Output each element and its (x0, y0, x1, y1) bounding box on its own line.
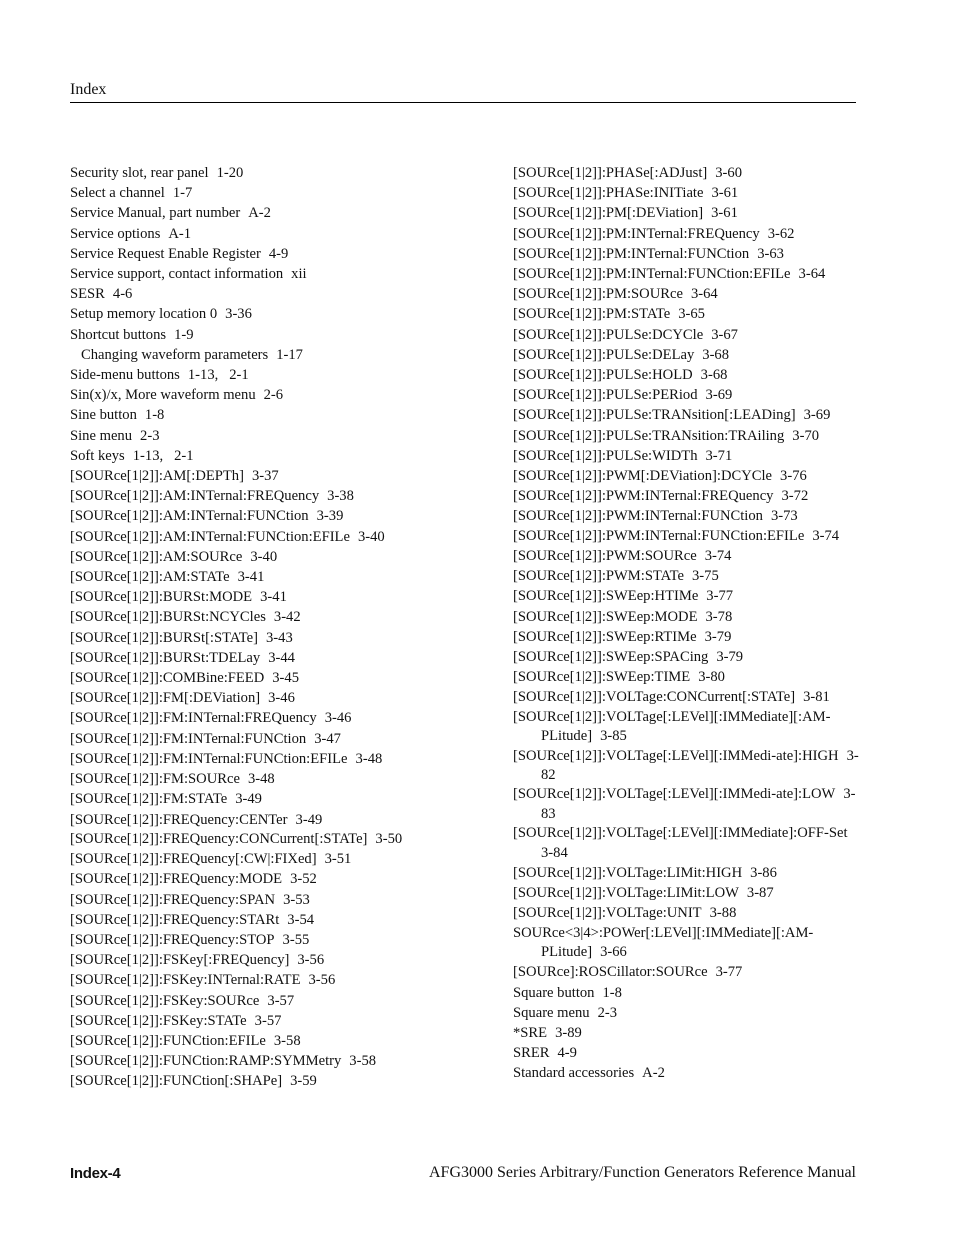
index-entry (513, 1043, 863, 1063)
index-page-ref[interactable]: 3-86 (750, 864, 777, 881)
index-entry (513, 924, 863, 963)
index-term: [SOURce[1|2]]:BURSt:NCYCles (70, 609, 266, 626)
index-page-ref[interactable]: 2-6 (263, 387, 284, 404)
index-entry (70, 749, 470, 769)
index-term: [SOURce[1|2]]:VOLTage:LIMit:HIGH (513, 864, 743, 881)
index-page-ref[interactable]: 3-49 (235, 791, 262, 808)
index-entry (70, 628, 470, 648)
index-term: [SOURce[1|2]]:FREQuency:CONCurrent[:STATe] (70, 830, 368, 847)
index-page-ref[interactable]: 3-42 (273, 609, 301, 626)
index-entry (70, 385, 470, 405)
index-term: Square button (513, 984, 595, 1001)
index-term: [SOURce[1|2]]:FREQuency:STARt (70, 911, 280, 928)
index-term: [SOURce[1|2]]:BURSt:TDELay (70, 649, 261, 666)
index-page-ref[interactable]: 3-82 (541, 747, 859, 783)
index-entry (70, 1051, 470, 1071)
index-entry (70, 930, 470, 950)
index-term: Sine menu (70, 427, 133, 444)
index-entry (513, 244, 863, 264)
footer-page-label: Index-4 (70, 1165, 121, 1182)
index-term: SRER (513, 1045, 550, 1062)
index-entry (70, 668, 470, 688)
index-term: [SOURce[1|2]]:PM[:DEViation] (513, 205, 704, 222)
index-term: [SOURce[1|2]]:PWM:INTernal:FREQuency (513, 488, 774, 505)
index-entry (70, 203, 470, 223)
index-term: [SOURce[1|2]]:FREQuency:STOP (70, 931, 275, 948)
index-page-ref[interactable]: 3-78 (705, 608, 733, 625)
index-entry (70, 1031, 470, 1051)
index-page-ref[interactable]: 3-72 (781, 488, 809, 505)
index-entry (70, 729, 470, 749)
index-page-ref[interactable]: 3-64 (690, 286, 718, 303)
index-entry (513, 426, 863, 446)
index-page-ref[interactable]: A-1 (168, 225, 192, 242)
index-entry (513, 224, 863, 244)
index-entry (70, 587, 470, 607)
index-entry (513, 1023, 863, 1043)
index-term: [SOURce[1|2]]:PM:INTernal:FUNCtion (513, 245, 750, 262)
index-page-ref[interactable]: 3-46 (324, 710, 352, 727)
index-term: [SOURce[1|2]]:FUNCtion:RAMP:SYMMetry (70, 1053, 342, 1070)
index-entry (70, 970, 470, 990)
index-entry (513, 325, 863, 345)
index-entry (70, 244, 470, 264)
index-term: [SOURce[1|2]]:FREQuency:SPAN (70, 891, 276, 908)
index-page-ref[interactable]: 3-68 (702, 346, 730, 363)
index-entry (513, 1003, 863, 1023)
index-term: [SOURce[1|2]]:FSKey:SOURce (70, 992, 260, 1009)
index-entry (513, 486, 863, 506)
index-entry (70, 810, 470, 830)
index-entry (70, 567, 470, 587)
index-term: [SOURce[1|2]]:PWM:INTernal:FUNCtion:EFILe (513, 527, 805, 544)
index-page-ref[interactable]: 3-49 (295, 811, 323, 828)
index-term: [SOURce[1|2]]:FM:INTernal:FUNCtion (70, 730, 307, 747)
index-page-ref[interactable]: 3-58 (349, 1053, 377, 1070)
index-term: [SOURce[1|2]]:PM:SOURce (513, 286, 683, 303)
index-term: [SOURce[1|2]]:FM[:DEViation] (70, 690, 261, 707)
index-page-ref[interactable]: 3-88 (709, 905, 737, 922)
footer-manual-title: AFG3000 Series Arbitrary/Function Generators Reference Manual (429, 1164, 856, 1181)
index-page-ref[interactable]: 1-7 (172, 185, 193, 202)
index-term: [SOURce[1|2]]:BURSt[:STATe] (70, 629, 258, 646)
index-entry (513, 687, 863, 707)
index-page-ref[interactable]: 3-74 (812, 527, 840, 544)
index-entry (513, 466, 863, 486)
index-entry (70, 527, 470, 547)
index-term: [SOURce[1|2]]:BURSt:MODE (70, 589, 253, 606)
index-entry (70, 789, 470, 809)
index-page-ref[interactable]: 3-58 (273, 1032, 301, 1049)
index-page-ref[interactable]: 3-76 (780, 468, 807, 485)
index-page-ref[interactable]: 1-9 (174, 326, 194, 343)
index-entry (513, 365, 863, 385)
index-page-ref[interactable]: 3-56 (297, 952, 325, 969)
index-term: [SOURce[1|2]]:COMBine:FEED (70, 670, 265, 687)
index-term: [SOURce[1|2]]:SWEep:HTIMe (513, 588, 699, 605)
index-term: [SOURce[1|2]]:FM:INTernal:FUNCtion:EFILe (70, 750, 348, 767)
index-entry (513, 647, 863, 667)
index-term: Square menu (513, 1004, 590, 1021)
index-entry (513, 983, 863, 1003)
index-page-ref[interactable]: 3-50 (375, 830, 403, 847)
index-entry (70, 446, 470, 466)
index-term: [SOURce[1|2]]:AM:INTernal:FUNCtion:EFILe (70, 528, 350, 545)
index-term: Side-menu buttons (70, 367, 180, 384)
index-page-ref[interactable]: 3-45 (272, 670, 300, 687)
index-term: [SOURce[1|2]]:AM:INTernal:FREQuency (70, 488, 320, 505)
index-term: [SOURce[1|2]]:FM:STATe (70, 791, 228, 808)
index-entry (513, 883, 863, 903)
index-entry (513, 566, 863, 586)
index-entry (70, 345, 470, 365)
index-page-ref[interactable]: xii (291, 266, 307, 283)
index-page-ref[interactable]: 2-3 (597, 1004, 618, 1021)
index-term: Soft keys (70, 447, 125, 464)
index-term: Sin(x)/x, More waveform menu (70, 387, 256, 404)
index-page-ref[interactable]: 3-40 (250, 548, 278, 565)
index-page-ref[interactable]: 3-39 (316, 508, 344, 525)
index-page-ref[interactable]: 3-40 (357, 528, 385, 545)
index-term: [SOURce[1|2]]:VOLTage:LIMit:LOW (513, 885, 739, 902)
index-page-ref[interactable]: 3-83 (541, 786, 856, 822)
index-page-ref[interactable]: 3-38 (327, 488, 354, 505)
index-page-ref[interactable]: 3-84 (541, 844, 568, 861)
index-term: [SOURce[1|2]]:PM:INTernal:FUNCtion:EFILe (513, 266, 791, 283)
index-entry (70, 365, 470, 385)
index-entry (513, 627, 863, 647)
index-term: [SOURce[1|2]]:SWEep:RTIMe (513, 628, 697, 645)
index-entry (70, 849, 470, 869)
index-page-ref[interactable]: 3-69 (705, 387, 733, 404)
index-entry (70, 183, 470, 203)
index-page-ref[interactable]: 3-46 (268, 690, 295, 707)
index-entry (513, 446, 863, 466)
index-term: SOURce<3|4>:POWer[:LEVel][:IMMediate][:AM-PLitude] (513, 924, 814, 960)
index-term: [SOURce[1|2]]:SWEep:MODE (513, 608, 698, 625)
index-entry (70, 830, 470, 849)
index-entry (70, 486, 470, 506)
index-term: [SOURce[1|2]]:VOLTage[:LEVel][:IMMediate]:OFF-Set (513, 825, 848, 842)
index-page-ref[interactable]: 3-47 (314, 730, 341, 747)
index-page-ref[interactable]: 3-66 (600, 943, 627, 960)
index-page-ref[interactable]: 3-55 (282, 931, 310, 948)
index-term: [SOURce[1|2]]:AM:STATe (70, 569, 230, 586)
index-page-ref[interactable]: 3-36 (225, 306, 252, 323)
index-term: [SOURce[1|2]]:AM:SOURce (70, 548, 243, 565)
index-term: [SOURce[1|2]]:PULSe:DCYCle (513, 326, 704, 343)
index-page-ref[interactable]: 3-81 (803, 689, 830, 706)
index-column-left (70, 163, 470, 1092)
index-page-ref[interactable]: 3-48 (247, 771, 275, 788)
index-page-ref[interactable]: 3-79 (704, 628, 732, 645)
index-term: [SOURce[1|2]]:FUNCtion[:SHAPe] (70, 1073, 283, 1090)
header-title: Index (70, 81, 107, 98)
index-term: [SOURce[1|2]]:FREQuency:MODE (70, 871, 283, 888)
index-term: [SOURce[1|2]]:FM:SOURce (70, 771, 240, 788)
index-entry (70, 708, 470, 728)
index-term: [SOURce[1|2]]:VOLTage:UNIT (513, 905, 702, 922)
index-page-ref[interactable]: 3-75 (691, 568, 719, 585)
index-term: Select a channel (70, 185, 165, 202)
index-term: [SOURce[1|2]]:FSKey[:FREQuency] (70, 952, 290, 969)
index-term: Standard accessories (513, 1065, 635, 1082)
index-term: [SOURce[1|2]]:FREQuency[:CW|:FIXed] (70, 851, 317, 868)
index-term: Service Request Enable Register (70, 245, 261, 262)
page-header (70, 80, 856, 103)
index-page-ref[interactable]: 3-67 (711, 326, 738, 343)
index-page-ref[interactable]: 3-59 (290, 1073, 317, 1090)
index-entry (513, 345, 863, 365)
index-page-ref[interactable]: 3-77 (706, 588, 734, 605)
index-entry (70, 648, 470, 668)
index-term: [SOURce[1|2]]:PULSe:HOLD (513, 367, 693, 384)
index-term: [SOURce[1|2]]:PULSe:PERiod (513, 387, 698, 404)
index-term: [SOURce]:ROSCillator:SOURce (513, 964, 708, 981)
index-page-ref[interactable]: 1-13, 2-1 (187, 367, 249, 384)
index-page-ref[interactable]: 1-13, 2-1 (132, 447, 194, 464)
index-term: *SRE (513, 1024, 548, 1041)
index-term: [SOURce[1|2]]:PM:INTernal:FREQuency (513, 225, 760, 242)
index-entry (513, 405, 863, 425)
index-page-ref[interactable]: 3-73 (770, 508, 798, 525)
index-term: [SOURce[1|2]]:PHASe[:ADJust] (513, 165, 708, 181)
index-page-ref[interactable]: 3-69 (803, 407, 831, 424)
index-page-ref[interactable]: 3-70 (792, 427, 820, 444)
index-page-ref[interactable]: 3-52 (290, 871, 317, 888)
index-term: [SOURce[1|2]]:PULSe:DELay (513, 346, 695, 363)
index-entry (70, 869, 470, 889)
index-entry (513, 607, 863, 627)
index-page-ref[interactable]: 4-6 (112, 286, 133, 303)
index-entry (513, 747, 863, 786)
index-term: [SOURce[1|2]]:PM:STATe (513, 306, 671, 323)
index-entry (70, 910, 470, 930)
index-term: [SOURce[1|2]]:FSKey:INTernal:RATE (70, 972, 301, 989)
index-page-ref[interactable]: 3-62 (767, 225, 795, 242)
index-term: [SOURce[1|2]]:AM:INTernal:FUNCtion (70, 508, 309, 525)
index-term: [SOURce[1|2]]:PWM[:DEViation]:DCYCle (513, 468, 773, 485)
index-page-ref[interactable]: 3-68 (700, 367, 728, 384)
index-page-ref[interactable]: A-2 (248, 205, 271, 222)
index-term: SESR (70, 286, 105, 303)
index-page-ref[interactable]: 3-53 (283, 891, 310, 908)
index-term: Service options (70, 225, 161, 242)
index-page-ref[interactable]: 3-89 (555, 1024, 582, 1041)
index-page-ref[interactable]: 3-57 (254, 1012, 282, 1029)
index-term: Changing waveform parameters (81, 346, 269, 363)
index-entry (70, 506, 470, 526)
index-page-ref[interactable]: 3-71 (705, 447, 733, 464)
index-page-ref[interactable]: 3-51 (324, 851, 352, 868)
index-page-ref[interactable]: 2-3 (140, 427, 160, 444)
index-column-right (513, 163, 863, 1084)
index-page-ref[interactable]: 3-77 (715, 964, 743, 981)
index-entry (70, 1011, 470, 1031)
index-entry (513, 903, 863, 923)
index-entry (513, 1063, 863, 1083)
index-page-ref[interactable]: 3-63 (757, 245, 784, 262)
index-page-ref[interactable]: 1-8 (602, 984, 622, 1001)
index-entry (70, 466, 470, 486)
index-term: [SOURce[1|2]]:PHASe:INITiate (513, 185, 704, 202)
index-term: [SOURce[1|2]]:PWM:STATe (513, 568, 684, 585)
index-entry (70, 325, 470, 345)
index-entry (513, 264, 863, 284)
index-term: [SOURce[1|2]]:PWM:INTernal:FUNCtion (513, 508, 763, 525)
index-term: [SOURce[1|2]]:FREQuency:CENTer (70, 811, 288, 828)
index-entry (513, 527, 863, 546)
index-entry (513, 708, 863, 747)
index-entry (513, 785, 863, 824)
index-term: [SOURce[1|2]]:PWM:SOURce (513, 548, 697, 565)
index-term: [SOURce[1|2]]:VOLTage[:LEVel][:IMMedi-ate]:HIGH (513, 747, 839, 764)
index-term: [SOURce[1|2]]:PULSe:TRANsition:TRAiling (513, 427, 785, 444)
index-term: Security slot, rear panel (70, 165, 209, 181)
index-page-ref[interactable]: 3-43 (266, 629, 293, 646)
index-page-ref[interactable]: 3-61 (711, 185, 739, 202)
index-entry (513, 284, 863, 304)
index-page-ref[interactable]: 3-79 (716, 649, 744, 666)
index-page-ref[interactable]: 3-60 (715, 165, 743, 181)
index-term: [SOURce[1|2]]:VOLTage[:LEVel][:IMMediate][:AM-PLitude] (513, 708, 831, 745)
index-term: [SOURce[1|2]]:FUNCtion:EFILe (70, 1032, 266, 1049)
index-entry (70, 284, 470, 304)
index-page-ref[interactable]: 1-8 (144, 407, 165, 424)
index-page-ref[interactable]: 3-41 (260, 589, 287, 606)
index-term: Sine button (70, 407, 137, 424)
index-entry (513, 586, 863, 606)
index-entry (70, 163, 470, 183)
index-term: Setup memory location 0 (70, 306, 218, 323)
index-term: [SOURce[1|2]]:AM[:DEPTh] (70, 468, 244, 485)
index-entry (70, 426, 470, 446)
index-page-ref[interactable]: 3-44 (268, 649, 295, 666)
index-page-ref[interactable]: 3-41 (237, 569, 265, 586)
index-term: [SOURce[1|2]]:SWEep:TIME (513, 669, 691, 686)
index-entry (513, 962, 863, 982)
index-entry (70, 890, 470, 910)
index-entry (70, 264, 470, 284)
index-term: [SOURce[1|2]]:PULSe:WIDTh (513, 447, 698, 464)
index-entry (513, 385, 863, 405)
index-entry (70, 769, 470, 789)
index-entry (513, 667, 863, 687)
index-term: Service support, contact information (70, 266, 284, 283)
index-entry (70, 547, 470, 567)
index-page-ref[interactable]: 3-64 (798, 266, 826, 283)
index-entry (513, 183, 863, 203)
index-entry (70, 688, 470, 708)
index-entry (513, 163, 863, 183)
index-term: [SOURce[1|2]]:VOLTage[:LEVel][:IMMedi-ate]:LOW (513, 786, 836, 803)
index-entry (513, 506, 863, 526)
index-term: Service Manual, part number (70, 205, 241, 222)
index-page-ref[interactable]: 4-9 (268, 245, 289, 262)
index-page-ref[interactable]: 3-56 (308, 972, 336, 989)
index-page-ref[interactable]: 3-37 (251, 468, 279, 485)
index-term: Shortcut buttons (70, 326, 167, 343)
index-page-ref[interactable]: 3-80 (698, 669, 725, 686)
index-term: [SOURce[1|2]]:VOLTage:CONCurrent[:STATe] (513, 689, 796, 706)
index-page-ref[interactable]: 3-85 (600, 728, 627, 745)
index-entry (70, 950, 470, 970)
index-page-ref[interactable]: 3-57 (267, 992, 295, 1009)
index-entry (513, 304, 863, 324)
index-entry (70, 405, 470, 425)
index-page-ref[interactable]: 3-61 (711, 205, 738, 222)
index-page-ref[interactable]: 3-65 (678, 306, 705, 323)
index-page-ref[interactable]: 4-9 (557, 1045, 577, 1062)
index-entry (513, 546, 863, 566)
index-entry (513, 863, 863, 883)
index-page-ref[interactable]: 3-54 (287, 911, 315, 928)
index-entry (70, 304, 470, 324)
index-page-ref[interactable]: 3-74 (704, 548, 732, 565)
index-term: [SOURce[1|2]]:FSKey:STATe (70, 1012, 247, 1029)
index-term: [SOURce[1|2]]:PULSe:TRANsition[:LEADing] (513, 407, 796, 424)
index-term: [SOURce[1|2]]:FM:INTernal:FREQuency (70, 710, 317, 727)
index-page-ref[interactable]: 3-48 (355, 750, 383, 767)
index-page-ref[interactable]: 1-20 (216, 165, 244, 181)
index-page-ref[interactable]: A-2 (642, 1065, 665, 1082)
index-entry (513, 203, 863, 223)
index-page-ref[interactable]: 3-87 (746, 885, 774, 902)
index-page-ref[interactable]: 1-17 (276, 346, 303, 363)
index-entry (70, 1071, 470, 1091)
index-entry (70, 224, 470, 244)
index-entry (70, 607, 470, 627)
index-entry (70, 991, 470, 1011)
index-entry (513, 824, 863, 863)
index-term: [SOURce[1|2]]:SWEep:SPACing (513, 649, 709, 666)
